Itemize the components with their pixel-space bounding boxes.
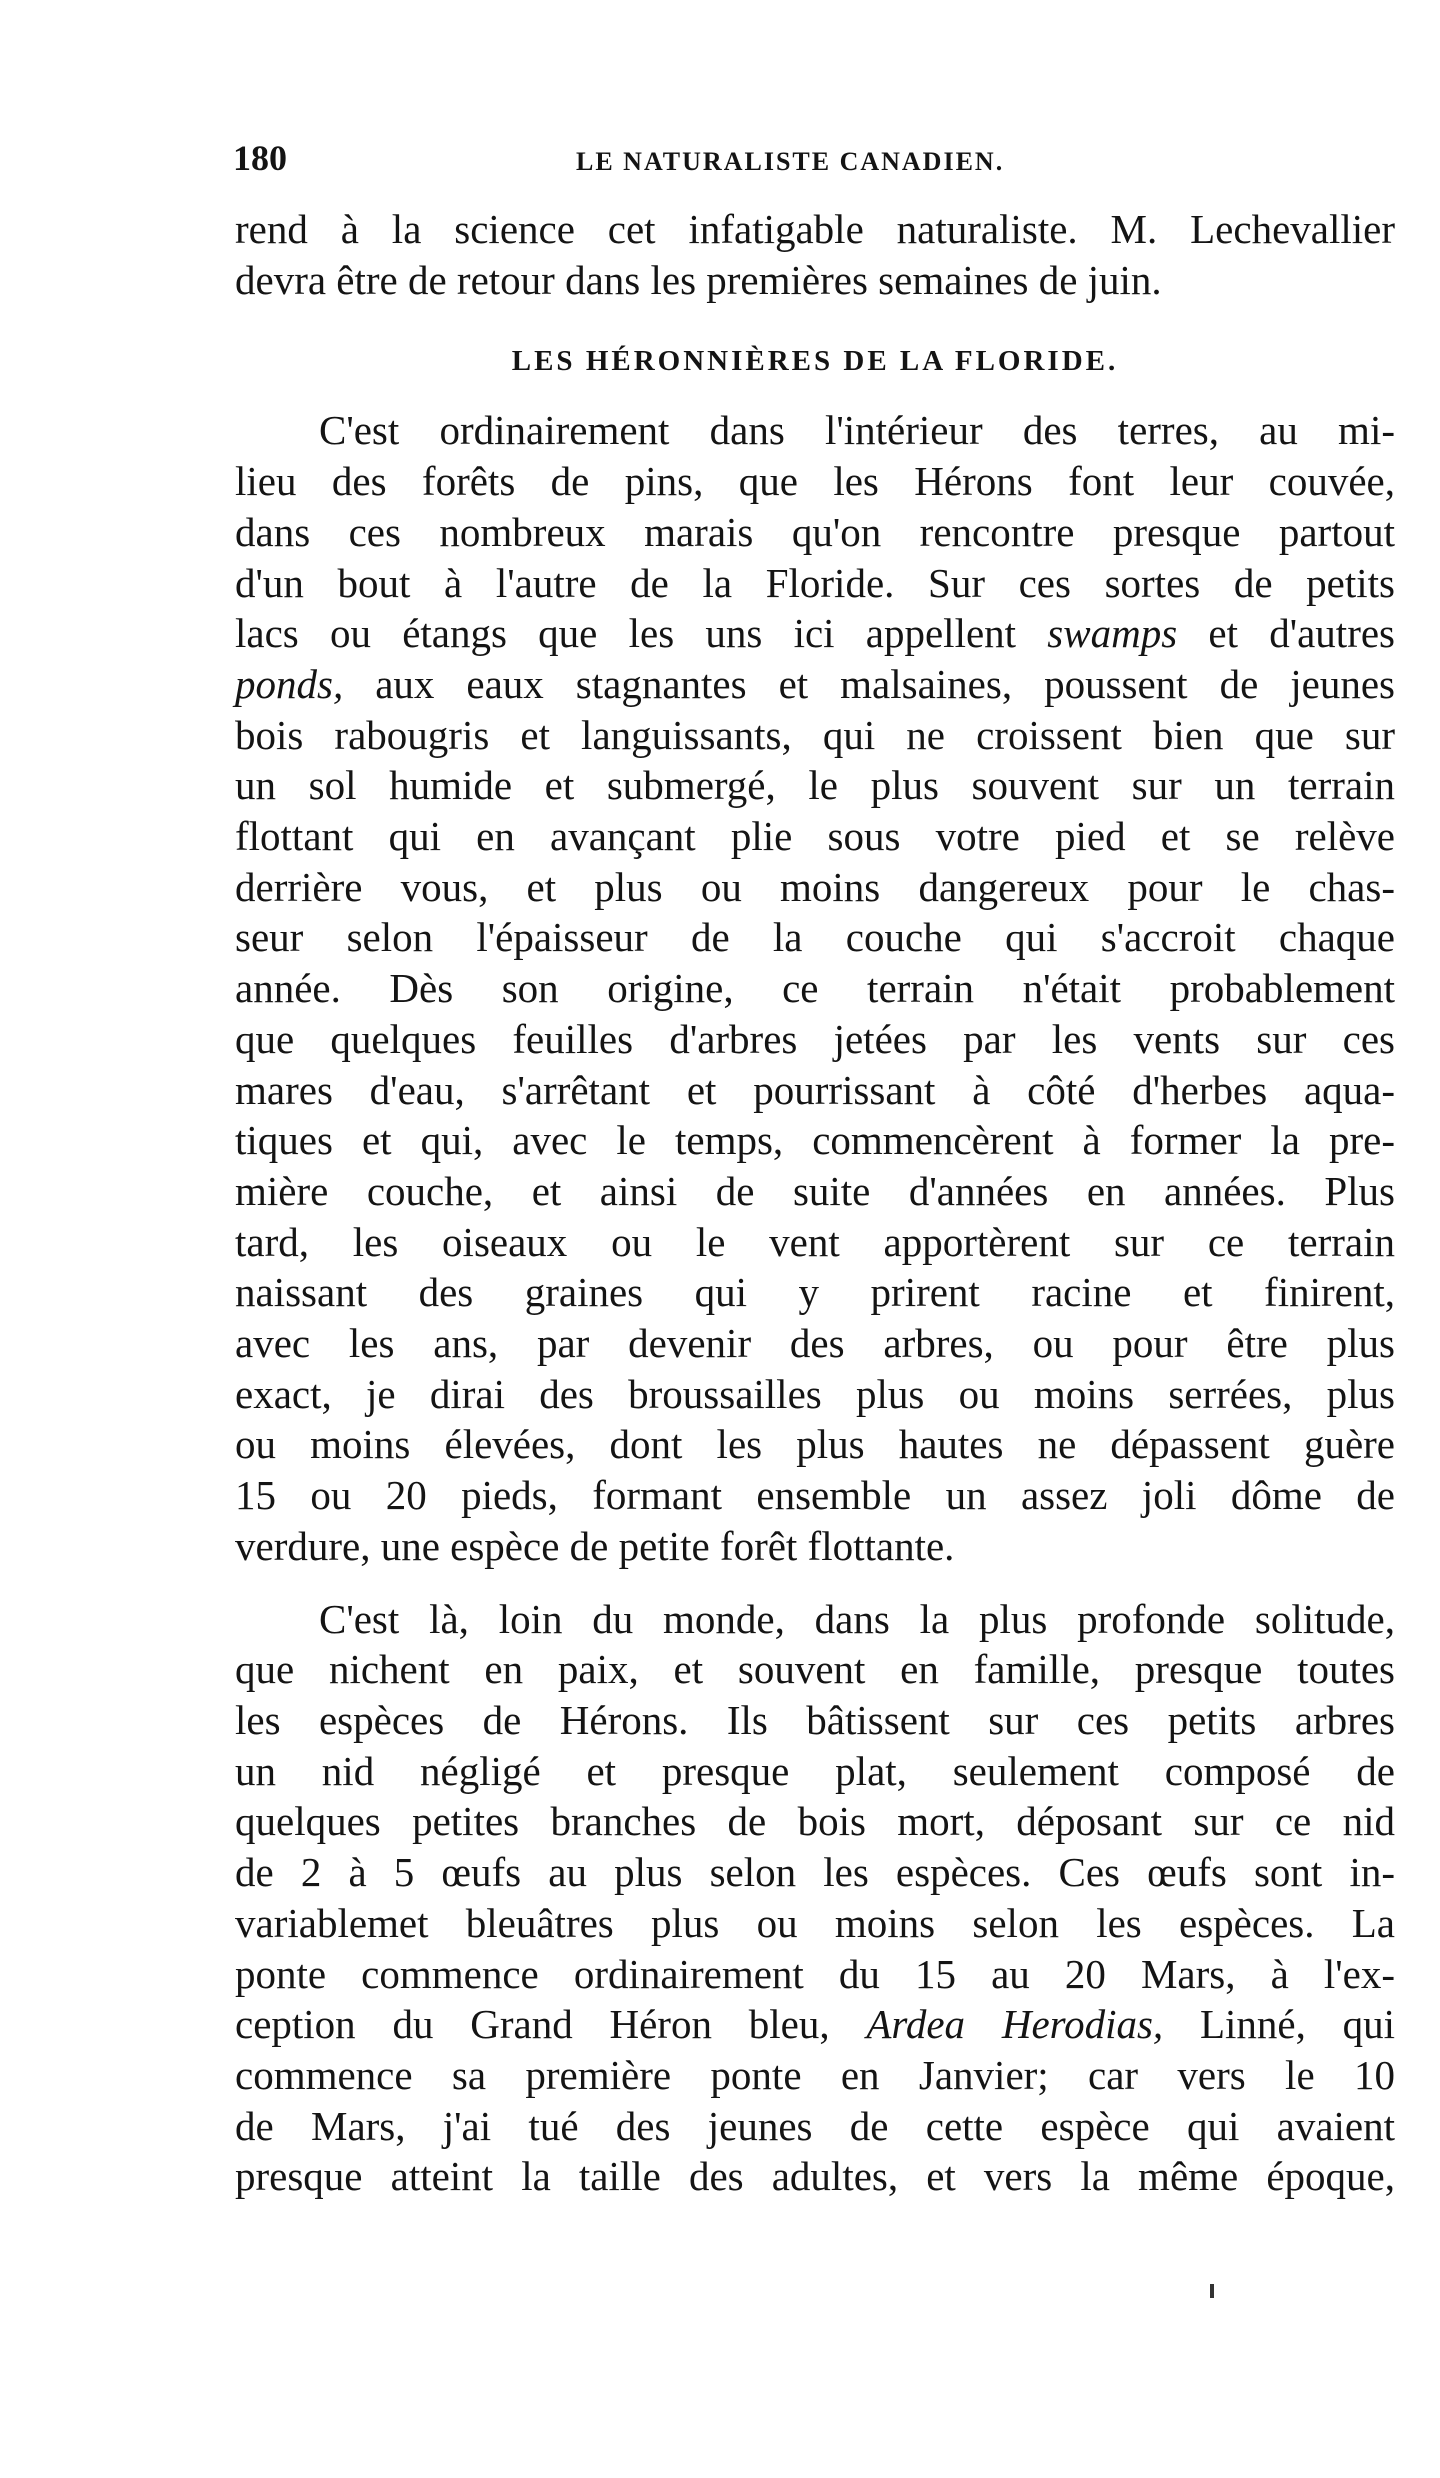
intro-paragraph <box>235 204 1395 305</box>
text-line: année. Dès son origine, ce terrain n'était probablement <box>235 965 1395 1012</box>
italic-species-name: Ardea Herodias, <box>866 2001 1164 2048</box>
text-line: derrière vous, et plus ou moins dangereux pour le chas- <box>235 863 1395 910</box>
text-line: variablemet bleuâtres plus ou moins selon les espèces. La <box>235 1899 1395 1946</box>
text-line: mière couche, et ainsi de suite d'années en années. Plus <box>235 1167 1395 1214</box>
text-line: presque atteint la taille des adultes, et vers la même époque, <box>235 2153 1395 2200</box>
text-fragment: aux eaux stagnantes et malsaines, poussent de jeunes <box>375 660 1396 707</box>
text-line: d'un bout à l'autre de la Floride. Sur ces sortes de petits <box>235 559 1395 606</box>
text-line: flottant qui en avançant plie sous votre pied et se relève <box>235 813 1395 860</box>
text-line: que quelques feuilles d'arbres jetées par les vents sur ces <box>235 1015 1395 1062</box>
text-line: un sol humide et submergé, le plus souvent sur un terrain <box>235 762 1395 809</box>
text-fragment: Linné, qui <box>1199 2001 1396 2048</box>
text-line: de 2 à 5 œufs au plus selon les espèces. Ces œufs sont in- <box>235 1849 1395 1896</box>
text-line: C'est ordinairement dans l'intérieur des terres, au mi- <box>319 407 1395 454</box>
text-column <box>235 204 1395 2202</box>
text-line: de Mars, j'ai tué des jeunes de cette espèce qui avaient <box>235 2102 1395 2149</box>
section-heading: LES HÉRONNIÈRES DE LA FLORIDE. <box>511 345 1119 378</box>
paragraph-2 <box>235 1594 1395 2202</box>
text-fragment: lacs ou étangs que les uns ici appellent <box>235 610 1017 657</box>
text-line: devra être de retour dans les premières semaines de juin. <box>235 256 1162 303</box>
text-fragment: et d'autres <box>1208 610 1396 657</box>
text-line: tard, les oiseaux ou le vent apportèrent sur ce terrain <box>235 1218 1395 1265</box>
paragraph-1 <box>235 405 1395 1571</box>
text-line: rend à la science cet infatigable naturaliste. M. Lechevallier <box>235 206 1395 252</box>
text-line <box>235 608 1395 659</box>
journal-title: LE NATURALISTE CANADIEN. <box>576 147 1005 176</box>
italic-term: ponds, <box>235 660 344 707</box>
text-line: C'est là, loin du monde, dans la plus profonde solitude, <box>319 1595 1395 1642</box>
text-line: avec les ans, par devenir des arbres, ou pour être plus <box>235 1320 1395 1367</box>
text-line: 15 ou 20 pieds, formant ensemble un assez joli dôme de <box>235 1472 1395 1519</box>
text-line: ou moins élevées, dont les plus hautes ne dépassent guère <box>235 1421 1395 1468</box>
text-line: mares d'eau, s'arrêtant et pourrissant à côté d'herbes aqua- <box>235 1066 1395 1113</box>
text-line: ponte commence ordinairement du 15 au 20 Mars, à l'ex- <box>235 1950 1395 1997</box>
text-line <box>235 659 1395 710</box>
text-line: quelques petites branches de bois mort, déposant sur ce nid <box>235 1798 1395 1845</box>
text-line: verdure, une espèce de petite forêt flottante. <box>235 1522 955 1569</box>
text-line: que nichent en paix, et souvent en famille, presque toutes <box>235 1646 1395 1693</box>
text-line: seur selon l'épaisseur de la couche qui s'accroit chaque <box>235 914 1395 961</box>
text-line: tiques et qui, avec le temps, commencèrent à former la pre- <box>235 1117 1395 1164</box>
italic-term: swamps <box>1047 610 1178 657</box>
text-line: lieu des forêts de pins, que les Hérons font leur couvée, <box>235 458 1395 505</box>
text-fragment: ception du Grand Héron bleu, <box>235 2001 830 2048</box>
text-line: commence sa première ponte en Janvier; car vers le 10 <box>235 2051 1395 2098</box>
text-line: naissant des graines qui y prirent racine et finirent, <box>235 1269 1395 1316</box>
text-line <box>235 1999 1395 2050</box>
text-line: un nid négligé et presque plat, seulement composé de <box>235 1747 1395 1794</box>
page-number: 180 <box>233 138 287 178</box>
text-line: les espèces de Hérons. Ils bâtissent sur ces petits arbres <box>235 1696 1395 1743</box>
ink-speck <box>1210 2284 1214 2298</box>
text-line: exact, je dirai des broussailles plus ou moins serrées, plus <box>235 1370 1395 1417</box>
text-line: bois rabougris et languissants, qui ne croissent bien que sur <box>235 711 1395 758</box>
text-line: dans ces nombreux marais qu'on rencontre presque partout <box>235 508 1395 555</box>
running-head <box>233 128 1393 188</box>
